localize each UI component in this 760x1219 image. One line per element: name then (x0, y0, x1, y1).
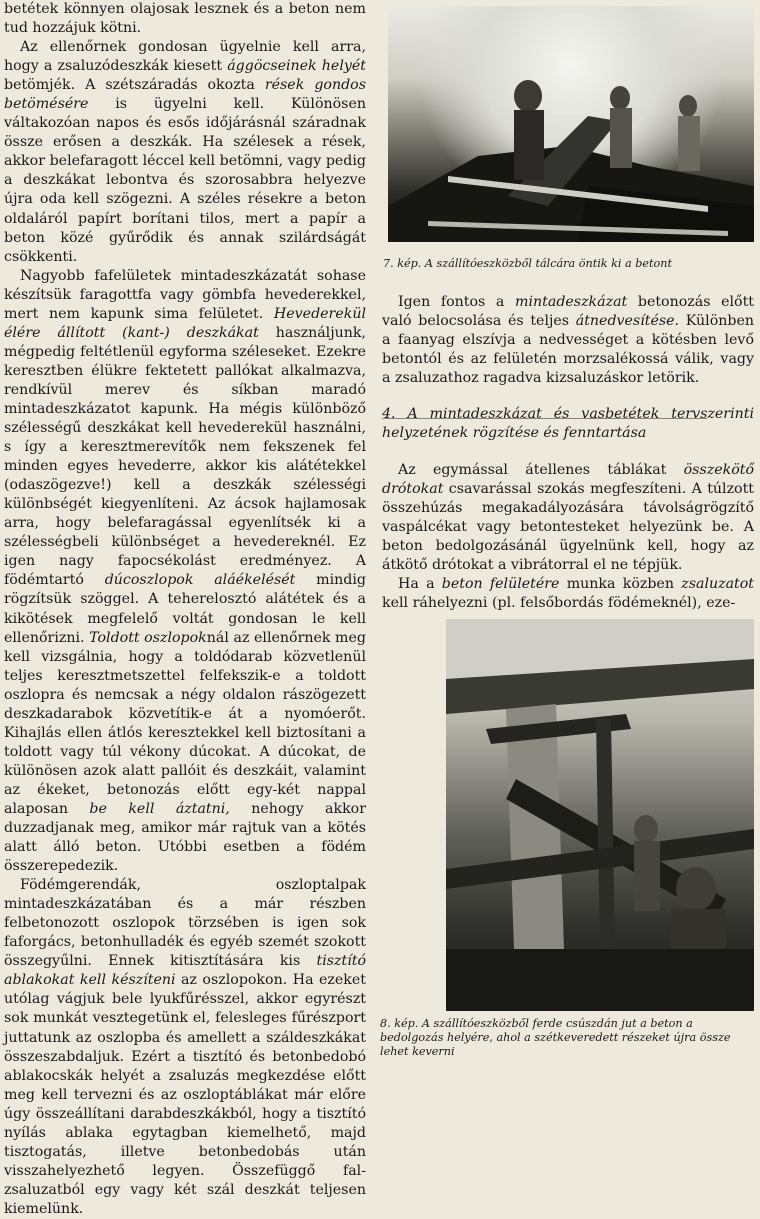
figure-8-caption: 8. kép. A szállítóeszközből ferde csúszdán jut a beton a bedolgozás helyére, ahol a szétkeveredett részeket újra össze lehet keverni (380, 1017, 731, 1058)
figure-7-caption: 7. kép. A szállítóeszközből tálcára öntik ki a betont (383, 257, 672, 270)
right-column-upper (382, 293, 754, 388)
right-column-lower (382, 461, 754, 613)
paragraph-formwork-surface: Ha a beton felületére munka közben zsaluzatot kell ráhelyezni (pl. felsőbordás födémeknél), eze- (382, 576, 755, 612)
paragraph-hevederek: Nagyobb fafelületek mintadeszkázatát sohase készítsük faragottfa vagy gömbfa hevederekkel, mert nem kapunk sima felületet. Hevederekül élére állított (kant-) deszkákat használjunk, mégpedig feltétlenül egyforma széleseket. Ezekre keresztben élükre fektetett pallókat alkalmazva, rendkívül merev és síkban maradó mintadeszkázatot kapunk. Ha mégis különböző szélességű deszkákat kell hevederekül használni, s így a keresztmerevítők nem fekszenek fel minden egyes hevederre, akkor kis alátétekkel (odaszögezve!) kell a deszkák szélességi különbségét kiegyenlíteni. Az ácsok hajlamosak arra, hogy belefaragással egyenlítsék ki a szélességbeli különbséget a hevedereknél. Ez igen nagy fapocsékolást eredményez. A födémtartó dúcoszlopok aláékelését mindig rögzítsük szöggel. A teherelosztó alátétek és a kikötések megfelelő voltát gondosan le kell ellenőrizni. Toldott oszlopoknál az ellenőrnek meg kell vizsgálnia, hogy a toldódarab közvetlenül teljes keresztmetszettel felfekszik-e a toldott oszlopra és nemcsak a négy oldalon rászögezett deszkadarabok közvetítik-e át a nyomóerőt. Kihajlás ellen átlós keresztekkel kell biztosítani a toldott vagy túl vékony dúcokat. A dúcokat, de különösen azok alatt pallóit és deszkáit, valamint az ékeket, betonozás előtt egy-két nappal alaposan be kell áztatni, nehogy akkor duzzadjanak meg, amikor már rajtuk van a kötés alatt álló beton. Utóbbi esetben a födém összerepedezik. (4, 267, 367, 875)
construction-workers-photo-illustration (388, 6, 754, 242)
chute-photo-illustration (446, 619, 754, 1011)
section-divider (382, 418, 707, 419)
paragraph-continuation: betétek könnyen olajosak lesznek és a beton nem tud hozzájuk kötni. (4, 1, 366, 37)
paragraph-gap-filling: Az ellenőrnek gondosan ügyelnie kell arra, hogy a zsaluzódeszkák kiesett ággöcseinek helyét betömjék. A szétszáradás okozta rések gondos betömésére is ügyelni kell. Különösen váltakozóan napos és esős időjárásnál száradnak össze erősen a deszkák. Ha szélesek a rések, akkor belefaragott léccel kell betömni, vagy pedig a deszkákat lebontva és szorosabbra helyezve újra oda kell szögezni. A széles résekre a beton oldaláról papírt borítani tilos, mert a papír a beton közé gyűrődik és annak szilárdságát csökkenti. (4, 39, 366, 265)
paragraph-cleaning-windows: Födémgerendák, oszloptalpak mintadeszkázatában és a már részben felbetonozott oszlopok törzsében is igen sok faforgács, betonhulladék és egyéb szemét szokott összegyűlni. Ennek kitisztítására kis tisztító ablakokat kell készíteni az oszlopokon. Ha ezeket utólag vágjuk bele lyukfűrésszel, akkor egyrészt sok munkát vesztegetünk el, felesleges fűrészport juttatunk az oszlopba és amellett a száldeszkákat összeszabdaljuk. Ezért a tisztító és betonbedobó ablakocskák helyét a zsaluzás megkezdése előtt meg kell tervezni és az oszloptáblákat már előre úgy összeállítani darabdeszkákból, hogy a tisztító nyílás ablaka egytagban kiemelhető, majd tisztogatás, illetve betonbedobás után visszahelyezhető legyen. Összefüggő fal-zsaluzatból egy vagy két szál deszkát teljesen kiemelünk. (4, 877, 366, 1217)
left-column (4, 0, 366, 1219)
figure-8-photo (446, 619, 754, 1011)
section-heading: 4. A mintadeszkázat és vasbetétek tervszerinti helyzetének rögzítése és fenntartása (382, 406, 754, 442)
figure-7-photo (388, 6, 754, 242)
paragraph-wetting: Igen fontos a mintadeszkázat betonozás előtt való belocsolása és teljes átnedvesítése. Különben a faanyag elszívja a nedvességet a kötésben levő betontól és az felületén morzsalékossá válik, vagy a zsaluzathoz ragadva kizsaluzáskor letörik. (382, 294, 754, 387)
paragraph-wires: Az egymással átellenes táblákat összekötő drótokat csavarással szokás megfeszíteni. A túlzott összehúzás megakadályozására távolságrögzítő vaspálcékat vagy betontesteket helyezünk be. A beton bedolgozásánál ügyelnünk kell, hogy az átkötő drótokat a vibrátorral el ne tépjük. (382, 462, 754, 574)
